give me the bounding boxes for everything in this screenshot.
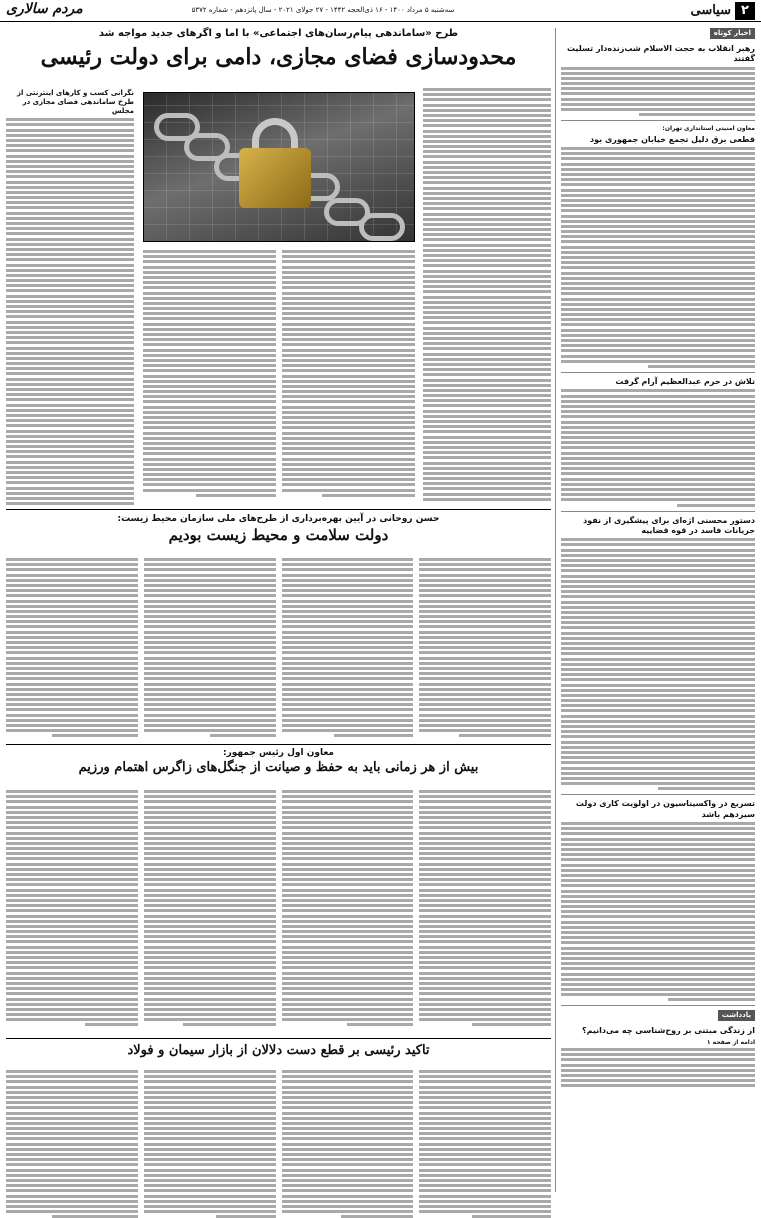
sidebar-headline: رهبر انقلاب به حجت الاسلام شب‌زنده‌دار تسلیت گفتند <box>561 44 755 65</box>
page-number: ۲ <box>735 2 755 20</box>
article4-body <box>6 1068 551 1188</box>
sidebar-kicker: معاون امنیتی استانداری تهران: <box>561 125 755 133</box>
section-name: سیاسی <box>690 3 731 19</box>
newspaper-logo: مردم سالاری <box>6 1 83 19</box>
lead-column-right <box>423 86 551 504</box>
article2-headline: دولت سلامت و محیط زیست بودیم <box>6 527 551 544</box>
sidebar-article <box>561 125 755 368</box>
notes-label: یادداشت <box>718 1010 755 1021</box>
lead-kicker: طرح «ساماندهی پیام‌رسان‌های اجتماعی» با اما و اگرهای جدید مواجه شد <box>6 28 551 41</box>
sidebar-headline: تسریع در واکسیناسیون در اولویت کاری دولت سیزدهم باشد <box>561 799 755 820</box>
sidebar-article <box>561 1026 755 1087</box>
article4-headline: تاکید رئیسی بر قطع دست دلالان از بازار سیمان و فولاد <box>6 1044 551 1059</box>
lead-column-middle-b <box>143 248 276 504</box>
article2-kicker: حسن روحانی در آیین بهره‌برداری از طرح‌های ملی سازمان محیط زیست: <box>6 514 551 525</box>
sidebar-article <box>561 516 755 791</box>
sidebar-headline: قطعی برق دلیل تجمع خیابان جمهوری بود <box>561 135 755 145</box>
section-header <box>690 2 755 20</box>
sidebar-article <box>561 799 755 1001</box>
short-news-label: اخبار کوتاه <box>710 28 755 39</box>
sidebar-article <box>561 377 755 507</box>
main-articles <box>6 28 551 1192</box>
article-text <box>561 822 755 1001</box>
article3-headline: بیش از هر زمانی باید به حفظ و صیانت از جنگل‌های زاگرس اهتمام ورزیم <box>6 761 551 776</box>
article-text <box>561 538 755 790</box>
sidebar-headline: تلاش در حرم عبدالعظیم آرام گرفت <box>561 377 755 387</box>
lead-column-left <box>6 86 134 504</box>
article-environment <box>6 514 551 545</box>
lead-column-middle-a <box>282 248 415 504</box>
lead-headline: محدودسازی فضای مجازی، دامی برای دولت رئیسی <box>6 45 551 69</box>
masthead <box>0 0 761 22</box>
lead-photo-chain-lock <box>143 92 415 242</box>
sidebar-article <box>561 44 755 116</box>
sidebar-headline: دستور محسنی اژه‌ای برای پیشگیری از نفوذ جریانات فاسد در قوه قضاییه <box>561 516 755 537</box>
issue-line: سه‌شنبه ۵ مرداد ۱۴۰۰ - ۱۶ ذی‌الحجه ۱۴۴۲ - ۲۷ جولای ۲۰۲۱ - سال پانزدهم - شماره ۵۳۷۲ <box>95 6 551 15</box>
article2-body <box>6 556 551 736</box>
article-text <box>561 389 755 506</box>
article-text <box>561 147 755 368</box>
continued-note: ادامه از صفحه ۱ <box>561 1039 755 1047</box>
article-cement-steel <box>6 1044 551 1059</box>
article3-kicker: معاون اول رئیس جمهور: <box>6 748 551 759</box>
article3-body <box>6 788 551 1033</box>
article-text <box>561 67 755 117</box>
sidebar-headline: از زندگی مبتنی بر روح‌شناسی چه می‌دانیم؟ <box>561 1026 755 1036</box>
article-text <box>561 1048 755 1087</box>
article-zagros <box>6 748 551 776</box>
lead-article-header <box>6 28 551 75</box>
sidebar-news <box>555 28 755 1192</box>
lead-subhead: نگرانی کسب و کارهای اینترنتی از طرح ساماندهی فضای مجازی در مجلس <box>6 89 134 115</box>
